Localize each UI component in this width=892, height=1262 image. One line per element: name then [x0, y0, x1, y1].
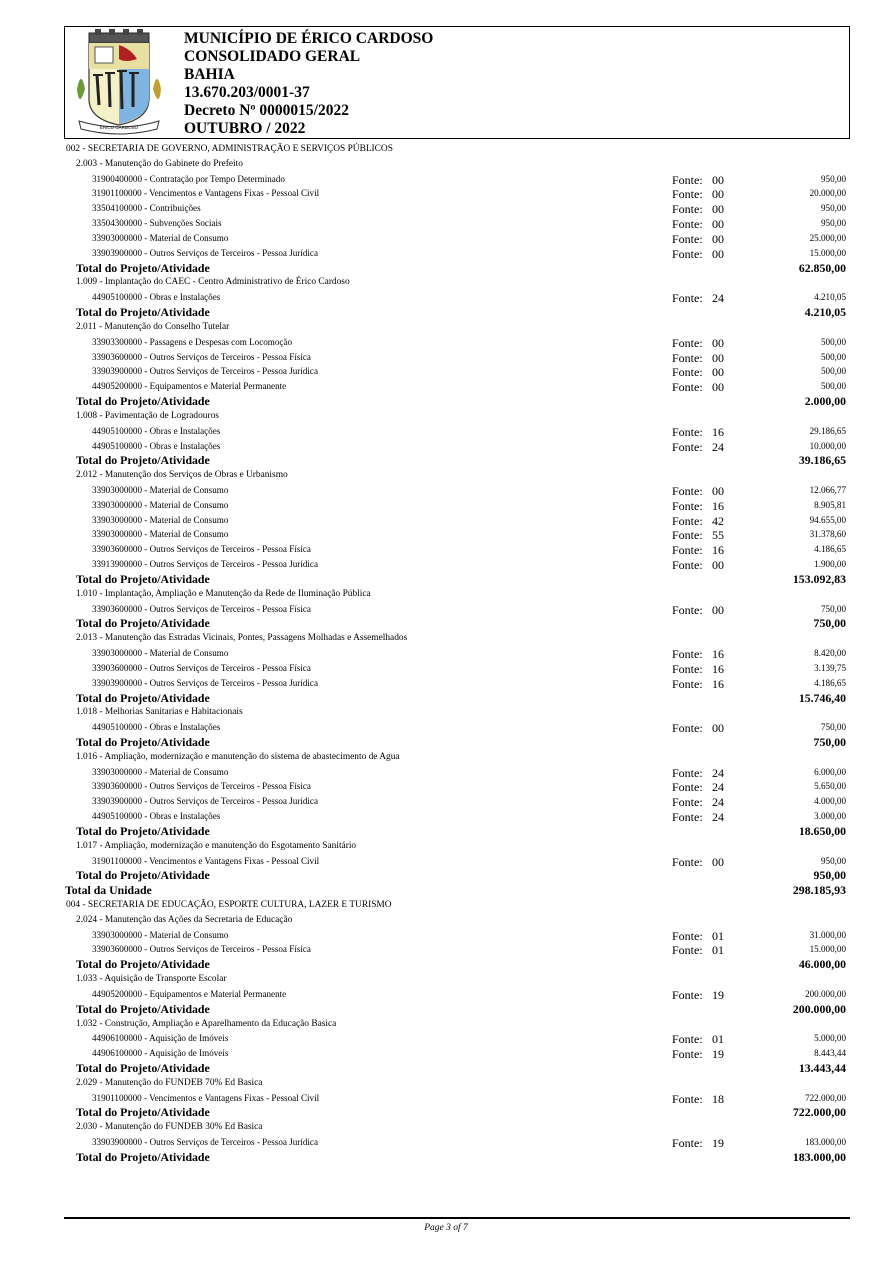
project-total-row: [64, 735, 850, 750]
project-total-row: [64, 691, 850, 706]
fonte-code: 16: [712, 424, 724, 439]
expense-row: [64, 794, 850, 809]
expense-row: [64, 172, 850, 187]
expense-description: 33903600000 - Outros Serviços de Terceiros - Pessoa Física: [92, 351, 311, 362]
fonte-label: Fonte:: [672, 928, 703, 943]
expense-description: 31901100000 - Vencimentos e Vantagens Fixas - Pessoal Civil: [92, 1092, 320, 1103]
expense-value: 31.378,60: [809, 529, 846, 540]
expense-value: 8.420,00: [814, 648, 846, 659]
fonte-code: 18: [712, 1091, 724, 1106]
state-name: BAHIA: [184, 66, 235, 83]
fonte-code: 16: [712, 661, 724, 676]
expense-value: 4.186,65: [814, 544, 846, 555]
total-label: Total do Projeto/Atividade: [76, 1061, 210, 1075]
project-heading: 1.008 - Pavimentação de Logradouros: [76, 410, 219, 421]
expense-description: 44905100000 - Obras e Instalações: [92, 440, 221, 451]
project-heading: 1.010 - Implantação, Ampliação e Manutenção da Rede de Iluminação Pública: [76, 588, 371, 599]
expense-value: 6.000,00: [814, 766, 846, 777]
fonte-label: Fonte:: [672, 335, 703, 350]
expense-value: 4.000,00: [814, 796, 846, 807]
expense-description: 33903000000 - Material de Consumo: [92, 499, 229, 510]
fonte-code: 00: [712, 365, 724, 380]
fonte-label: Fonte:: [672, 795, 703, 810]
expense-description: 44905200000 - Equipamentos e Material Permanente: [92, 381, 287, 392]
expense-value: 10.000,00: [809, 440, 846, 451]
expense-description: 33903000000 - Material de Consumo: [92, 484, 229, 495]
expense-value: 3.000,00: [814, 811, 846, 822]
expense-row: [64, 216, 850, 231]
expense-value: 8.905,81: [814, 499, 846, 510]
project-heading: 1.033 - Aquisição de Transporte Escolar: [76, 974, 227, 985]
expense-row: [64, 809, 850, 824]
expense-value: 25.000,00: [809, 232, 846, 243]
total-label: Total do Projeto/Atividade: [76, 453, 210, 468]
project-heading: 1.018 - Melhorias Sanitarias e Habitacionais: [76, 707, 243, 718]
total-value: 18.650,00: [798, 823, 846, 838]
expense-value: 31.000,00: [809, 929, 846, 940]
project-heading: 2.011 - Manutenção do Conselho Tutelar: [76, 321, 230, 332]
project-heading: 1.017 - Ampliação, modernização e manutenção do Esgotamento Sanitário: [76, 840, 357, 851]
expense-value: 950,00: [820, 855, 846, 866]
fonte-code: 19: [712, 1047, 724, 1062]
expense-description: 33903600000 - Outros Serviços de Terceiros - Pessoa Física: [92, 662, 311, 673]
expense-value: 950,00: [820, 218, 846, 229]
expense-row: [64, 720, 850, 735]
fonte-label: Fonte:: [672, 558, 703, 573]
municipal-crest-icon: [75, 29, 163, 135]
project-heading: 1.009 - Implantação do CAEC - Centro Administrativo de Érico Cardoso: [76, 277, 350, 288]
expense-row: [64, 942, 850, 957]
page-number: Page 3 of 7: [424, 1223, 468, 1233]
fonte-label: Fonte:: [672, 246, 703, 261]
expense-description: 33903900000 - Outros Serviços de Terceiros - Pessoa Jurídica: [92, 677, 318, 688]
total-label: Total do Projeto/Atividade: [76, 260, 210, 275]
project-total-row: [64, 453, 850, 468]
expense-row: [64, 602, 850, 617]
expense-value: 20.000,00: [809, 188, 846, 199]
total-value: 62.850,00: [798, 260, 846, 275]
fonte-code: 00: [712, 187, 724, 202]
footer-divider: [64, 1217, 850, 1219]
expense-value: 1.900,00: [814, 559, 846, 570]
expense-value: 750,00: [820, 722, 846, 733]
expense-row: [64, 676, 850, 691]
expense-value: 29.186,65: [809, 425, 846, 436]
expense-row: [64, 350, 850, 365]
expense-row: [64, 186, 850, 201]
report-period: OUTUBRO / 2022: [184, 120, 306, 137]
fonte-label: Fonte:: [672, 721, 703, 736]
total-label: Total do Projeto/Atividade: [76, 823, 210, 838]
fonte-code: 00: [712, 558, 724, 573]
project-total-row: [64, 957, 850, 972]
expense-row: [64, 1091, 850, 1106]
total-value: 39.186,65: [798, 453, 846, 468]
total-label: Total do Projeto/Atividade: [76, 1105, 210, 1120]
project-total-row: [64, 1061, 850, 1076]
expense-row: [64, 246, 850, 261]
project-heading: 2.013 - Manutenção das Estradas Vicinais, Pontes, Passagens Molhadas e Assemelhados: [76, 633, 408, 644]
report-title: CONSOLIDADO GERAL: [184, 48, 361, 65]
header-text: [184, 30, 433, 138]
fonte-label: Fonte:: [672, 661, 703, 676]
total-value: 153.092,83: [792, 572, 846, 586]
expense-description: 33903900000 - Outros Serviços de Terceiros - Pessoa Jurídica: [92, 366, 318, 377]
fonte-code: 24: [712, 291, 724, 306]
fonte-label: Fonte:: [672, 543, 703, 558]
expense-description: 44906100000 - Aquisição de Imóveis: [92, 1033, 229, 1044]
unit-total-row: [64, 883, 850, 898]
fonte-label: Fonte:: [672, 780, 703, 795]
expense-row: [64, 779, 850, 794]
expense-description: 33903900000 - Outros Serviços de Terceiros - Pessoa Jurídica: [92, 1137, 318, 1148]
expense-description: 44905100000 - Obras e Instalações: [92, 425, 221, 436]
total-value: 750,00: [813, 616, 846, 631]
expense-value: 183.000,00: [805, 1137, 846, 1148]
total-label: Total do Projeto/Atividade: [76, 1149, 210, 1164]
fonte-code: 16: [712, 676, 724, 691]
expense-row: [64, 201, 850, 216]
expense-row: [64, 1031, 850, 1046]
municipality-name: MUNICÍPIO DE ÉRICO CARDOSO: [184, 30, 434, 47]
fonte-code: 00: [712, 246, 724, 261]
fonte-label: Fonte:: [672, 439, 703, 454]
fonte-label: Fonte:: [672, 602, 703, 617]
total-label: Total do Projeto/Atividade: [76, 957, 210, 972]
total-label: Total do Projeto/Atividade: [76, 572, 210, 586]
fonte-code: 00: [712, 202, 724, 217]
fonte-label: Fonte:: [672, 810, 703, 825]
project-heading: 2.029 - Manutenção do FUNDEB 70% Ed Basica: [76, 1077, 263, 1088]
fonte-label: Fonte:: [672, 187, 703, 202]
fonte-label: Fonte:: [672, 513, 703, 528]
fonte-label: Fonte:: [672, 1032, 703, 1047]
expense-description: 33913900000 - Outros Serviços de Terceiros - Pessoa Jurídica: [92, 559, 318, 570]
fonte-code: 01: [712, 943, 724, 958]
fonte-label: Fonte:: [672, 854, 703, 869]
project-total-row: [64, 261, 850, 276]
total-label: Total da Unidade: [65, 883, 152, 898]
expense-row: [64, 646, 850, 661]
fonte-label: Fonte:: [672, 291, 703, 306]
expense-value: 8.443,44: [814, 1048, 846, 1059]
expense-description: 31901100000 - Vencimentos e Vantagens Fixas - Pessoal Civil: [92, 855, 320, 866]
report-header: [64, 26, 850, 139]
project-total-row: [64, 1105, 850, 1120]
fonte-code: 42: [712, 513, 724, 528]
project-heading: 1.016 - Ampliação, modernização e manutenção do sistema de abastecimento de Agua: [76, 751, 400, 762]
expense-value: 500,00: [820, 351, 846, 362]
expense-row: [64, 379, 850, 394]
fonte-code: 00: [712, 721, 724, 736]
fonte-label: Fonte:: [672, 350, 703, 365]
expense-value: 94.655,00: [809, 514, 846, 525]
fonte-label: Fonte:: [672, 943, 703, 958]
expense-description: 33903000000 - Material de Consumo: [92, 648, 229, 659]
total-label: Total do Projeto/Atividade: [76, 868, 210, 883]
expense-value: 15.000,00: [809, 944, 846, 955]
project-heading: 2.030 - Manutenção do FUNDEB 30% Ed Basica: [76, 1122, 263, 1133]
fonte-code: 19: [712, 1136, 724, 1151]
expense-description: 33903000000 - Material de Consumo: [92, 514, 229, 525]
fonte-code: 24: [712, 765, 724, 780]
expense-value: 722.000,00: [805, 1092, 846, 1103]
project-total-row: [64, 1002, 850, 1017]
expense-value: 500,00: [820, 336, 846, 347]
fonte-label: Fonte:: [672, 765, 703, 780]
project-total-row: [64, 868, 850, 883]
expense-description: 44905200000 - Equipamentos e Material Permanente: [92, 988, 287, 999]
fonte-code: 00: [712, 854, 724, 869]
fonte-code: 19: [712, 987, 724, 1002]
expense-description: 33504100000 - Contribuições: [92, 203, 201, 214]
decree-number: Decreto Nº 0000015/2022: [184, 102, 349, 119]
project-total-row: [64, 572, 850, 587]
expense-description: 44906100000 - Aquisição de Imóveis: [92, 1048, 229, 1059]
project-total-row: [64, 305, 850, 320]
expense-row: [64, 335, 850, 350]
cnpj: 13.670.203/0001-37: [184, 84, 310, 101]
expense-description: 31900400000 - Contratação por Tempo Determinado: [92, 173, 285, 184]
fonte-label: Fonte:: [672, 231, 703, 246]
fonte-label: Fonte:: [672, 172, 703, 187]
fonte-code: 00: [712, 172, 724, 187]
expense-value: 4.210,05: [814, 292, 846, 303]
expense-description: 33903000000 - Material de Consumo: [92, 929, 229, 940]
budget-table: [64, 142, 850, 1165]
total-value: 722.000,00: [792, 1105, 846, 1120]
expense-value: 12.066,77: [809, 484, 846, 495]
unit-heading: 004 - SECRETARIA DE EDUCAÇÃO, ESPORTE CULTURA, LAZER E TURISMO: [66, 900, 392, 910]
total-value: 750,00: [813, 735, 846, 749]
unit-heading: 002 - SECRETARIA DE GOVERNO, ADMINISTRAÇÃO E SERVIÇOS PÚBLICOS: [66, 144, 393, 154]
project-heading: 2.024 - Manutenção das Ações da Secretaria de Educação: [76, 914, 293, 925]
expense-description: 33504300000 - Subvenções Sociais: [92, 218, 222, 229]
expense-description: 33903600000 - Outros Serviços de Terceiros - Pessoa Física: [92, 603, 311, 614]
fonte-code: 24: [712, 780, 724, 795]
fonte-code: 24: [712, 795, 724, 810]
fonte-code: 16: [712, 647, 724, 662]
fonte-label: Fonte:: [672, 380, 703, 395]
expense-description: 33903000000 - Material de Consumo: [92, 529, 229, 540]
project-heading: 1.032 - Construção, Ampliação e Aparelhamento da Educação Basica: [76, 1018, 337, 1029]
expense-description: 31901100000 - Vencimentos e Vantagens Fixas - Pessoal Civil: [92, 188, 320, 199]
project-heading: 2.012 - Manutenção dos Serviços de Obras e Urbanismo: [76, 470, 288, 481]
expense-description: 33903000000 - Material de Consumo: [92, 766, 229, 777]
total-value: 298.185,93: [792, 883, 846, 898]
expense-value: 4.186,65: [814, 677, 846, 688]
fonte-label: Fonte:: [672, 1047, 703, 1062]
total-value: 2.000,00: [804, 394, 846, 409]
fonte-label: Fonte:: [672, 365, 703, 380]
fonte-label: Fonte:: [672, 424, 703, 439]
fonte-code: 16: [712, 498, 724, 513]
expense-description: 44905100000 - Obras e Instalações: [92, 811, 221, 822]
fonte-code: 00: [712, 335, 724, 350]
expense-value: 5.650,00: [814, 781, 846, 792]
svg-text:ÉRICO CARDOSO: ÉRICO CARDOSO: [99, 125, 139, 130]
expense-row: [64, 513, 850, 528]
fonte-label: Fonte:: [672, 647, 703, 662]
project-total-row: [64, 1150, 850, 1165]
expense-row: [64, 439, 850, 454]
project-total-row: [64, 394, 850, 409]
expense-description: 33903900000 - Outros Serviços de Terceiros - Pessoa Jurídica: [92, 247, 318, 258]
expense-value: 750,00: [820, 603, 846, 614]
expense-row: [64, 231, 850, 246]
expense-row: [64, 1135, 850, 1150]
total-value: 183.000,00: [792, 1149, 846, 1164]
expense-row: [64, 928, 850, 943]
total-value: 13.443,44: [798, 1061, 846, 1075]
expense-row: [64, 527, 850, 542]
expense-row: [64, 498, 850, 513]
fonte-label: Fonte:: [672, 498, 703, 513]
fonte-label: Fonte:: [672, 1091, 703, 1106]
expense-value: 200.000,00: [805, 988, 846, 999]
expense-value: 500,00: [820, 366, 846, 377]
fonte-label: Fonte:: [672, 676, 703, 691]
expense-value: 3.139,75: [814, 662, 846, 673]
total-value: 950,00: [813, 868, 846, 883]
expense-description: 33903000000 - Material de Consumo: [92, 232, 229, 243]
fonte-label: Fonte:: [672, 217, 703, 232]
fonte-code: 00: [712, 231, 724, 246]
expense-row: [64, 424, 850, 439]
project-total-row: [64, 824, 850, 839]
expense-row: [64, 542, 850, 557]
fonte-code: 01: [712, 1032, 724, 1047]
expense-description: 33903900000 - Outros Serviços de Terceiros - Pessoa Jurídica: [92, 796, 318, 807]
expense-description: 44905100000 - Obras e Instalações: [92, 292, 221, 303]
project-total-row: [64, 616, 850, 631]
total-label: Total do Projeto/Atividade: [76, 735, 210, 749]
fonte-code: 01: [712, 928, 724, 943]
expense-row: [64, 364, 850, 379]
total-value: 15.746,40: [798, 690, 846, 705]
expense-value: 500,00: [820, 381, 846, 392]
expense-row: [64, 987, 850, 1002]
fonte-code: 24: [712, 810, 724, 825]
fonte-label: Fonte:: [672, 1136, 703, 1151]
expense-row: [64, 661, 850, 676]
fonte-code: 00: [712, 380, 724, 395]
fonte-code: 00: [712, 602, 724, 617]
total-value: 46.000,00: [798, 957, 846, 972]
expense-description: 33903600000 - Outros Serviços de Terceiros - Pessoa Física: [92, 944, 311, 955]
fonte-code: 00: [712, 350, 724, 365]
total-label: Total do Projeto/Atividade: [76, 305, 210, 320]
expense-row: [64, 557, 850, 572]
total-label: Total do Projeto/Atividade: [76, 616, 210, 631]
fonte-code: 00: [712, 483, 724, 498]
fonte-code: 24: [712, 439, 724, 454]
fonte-label: Fonte:: [672, 987, 703, 1002]
expense-value: 5.000,00: [814, 1033, 846, 1044]
fonte-label: Fonte:: [672, 202, 703, 217]
expense-row: [64, 765, 850, 780]
total-label: Total do Projeto/Atividade: [76, 1001, 210, 1016]
project-heading: 2.003 - Manutenção do Gabinete do Prefeito: [76, 158, 243, 169]
expense-row: [64, 290, 850, 305]
fonte-code: 00: [712, 217, 724, 232]
expense-row: [64, 483, 850, 498]
fonte-label: Fonte:: [672, 483, 703, 498]
total-label: Total do Projeto/Atividade: [76, 690, 210, 705]
expense-value: 950,00: [820, 203, 846, 214]
expense-value: 950,00: [820, 173, 846, 184]
expense-description: 33903600000 - Outros Serviços de Terceiros - Pessoa Física: [92, 544, 311, 555]
fonte-code: 16: [712, 543, 724, 558]
expense-description: 33903300000 - Passagens e Despesas com Locomoção: [92, 336, 293, 347]
expense-description: 33903600000 - Outros Serviços de Terceiros - Pessoa Física: [92, 781, 311, 792]
fonte-label: Fonte:: [672, 528, 703, 543]
total-value: 4.210,05: [804, 305, 846, 320]
expense-value: 15.000,00: [809, 247, 846, 258]
expense-description: 44905100000 - Obras e Instalações: [92, 722, 221, 733]
total-label: Total do Projeto/Atividade: [76, 394, 210, 409]
expense-row: [64, 1046, 850, 1061]
expense-row: [64, 854, 850, 869]
total-value: 200.000,00: [792, 1001, 846, 1016]
fonte-code: 55: [712, 528, 724, 543]
